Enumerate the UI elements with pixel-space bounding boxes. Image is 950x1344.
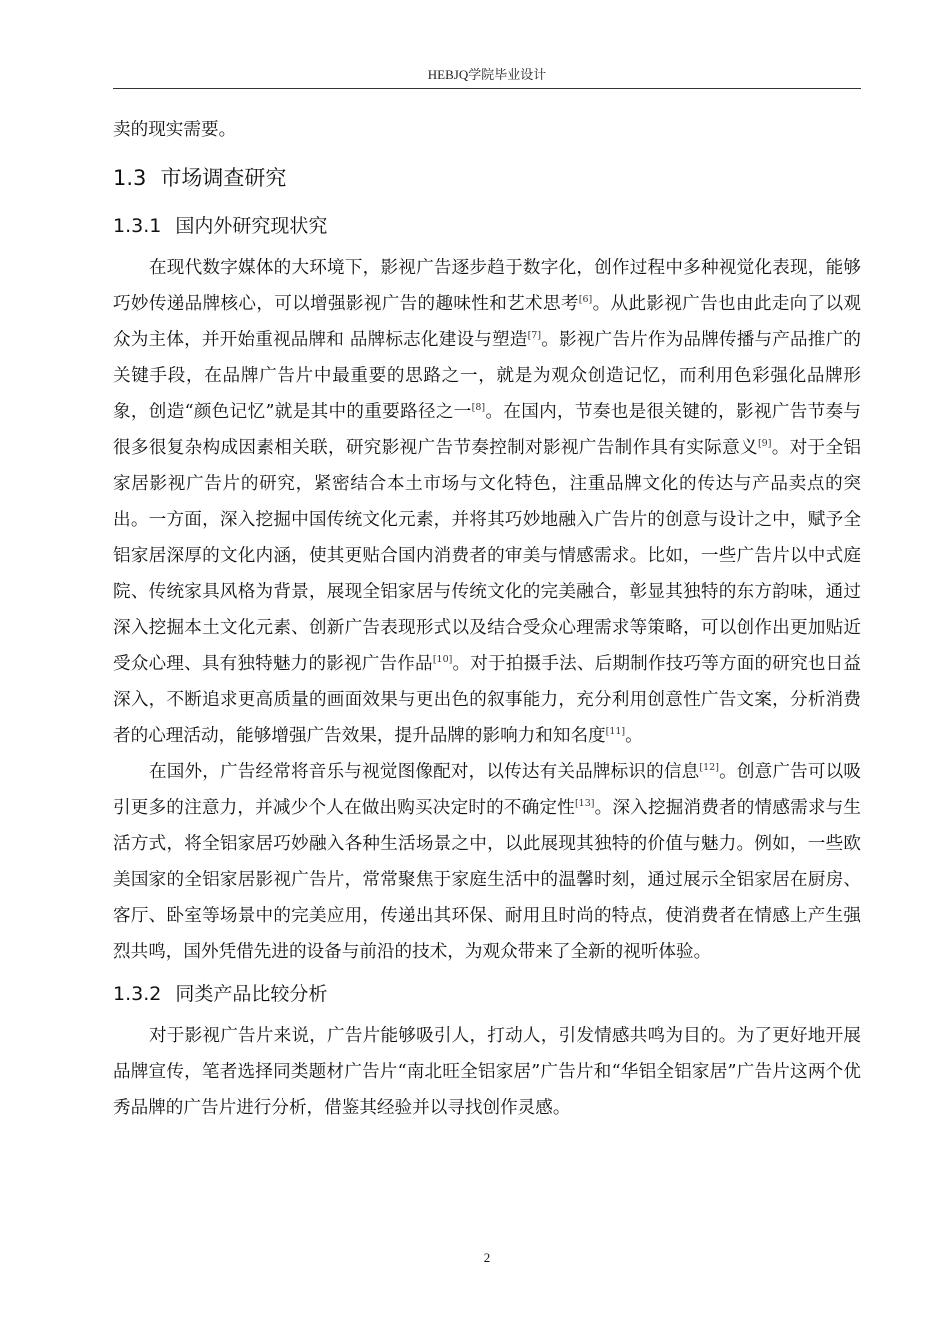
paragraph-text: 在现代数字媒体的大环境下，影视广告逐步趋于数字化，创作过程中多种视觉化表现，能够巧妙传递品牌核心，可以增强影视广告的趣味性和艺术思考: [113, 258, 861, 314]
paragraph-text: 。在国内，节奏也是很关键的，影视广告节奏与很多很复杂构成因素相关联，研究影视广告节奏控制对影视广告制作具有实际意义: [113, 402, 861, 458]
paragraph-text: 在国外，广告经常将音乐与视觉图像配对，以传达有关品牌标识的信息: [149, 762, 700, 782]
citation-7: [7]: [527, 329, 542, 341]
section-number: 1.3: [113, 166, 147, 190]
citation-6: [6]: [578, 293, 593, 305]
paragraph-text: 。深入挖掘消费者的情感需求与生活方式，将全铝家居巧妙融入各种生活场景之中，以此展现其独特的价值与魅力。例如，一些欧美国家的全铝家居影视广告片，常常聚焦于家庭生活中的温馨时刻，通过展示全铝家居在厨房、客厅、卧室等场景中的完美应用，传递出其环保、耐用且时尚的特点，使消费者在情感上产生强烈共鸣，国外凭借先进的设备与前沿的技术，为观众带来了全新的视听体验。: [113, 798, 861, 962]
paragraph-text: 。: [625, 726, 643, 746]
citation-10: [10]: [432, 653, 453, 665]
subsection-title: 国内外研究现状究: [175, 215, 328, 237]
citation-9: [9]: [757, 437, 772, 449]
subsection-number: 1.3.2: [113, 983, 162, 1005]
citation-11: [11]: [605, 725, 626, 737]
page-body: [113, 112, 861, 1126]
paragraph-text: 。对于拍摄手法、后期制作技巧等方面的研究也日益深入，不断追求更高质量的画面效果与更出色的叙事能力，充分利用创意性广告文案，分析消费者的心理活动，能够增强广告效果，提升品牌的影响力和知名度: [113, 654, 861, 746]
intro-fragment: 卖的现实需要。: [113, 120, 237, 140]
paragraph-text: 。创意广告可以吸引更多的注意力，并减少个人在做出购买决定时的不确定性: [113, 762, 861, 818]
section-heading-1-3: [113, 154, 861, 202]
paragraph-domestic-research: [113, 250, 861, 754]
paragraph-text: 。对于全铝家居影视广告片的研究，紧密结合本土市场与文化特色，注重品牌文化的传达与产品卖点的突出。一方面，深入挖掘中国传统文化元素，并将其巧妙地融入广告片的创意与设计之中，赋予全铝家居深厚的文化内涵，使其更贴合国内消费者的审美与情感需求。比如，一些广告片以中式庭院、传统家具风格为背景，展现全铝家居与传统文化的完美融合，彰显其独特的东方韵味，通过深入挖掘本土文化元素、创新广告表现形式以及结合受众心理需求等策略，可以创作出更加贴近受众心理、具有独特魅力的影视广告作品: [113, 438, 861, 674]
subsection-number: 1.3.1: [113, 215, 162, 237]
running-header: HEBJQ学院毕业设计: [427, 67, 547, 82]
paragraph-product-comparison: 对于影视广告片来说，广告片能够吸引人，打动人，引发情感共鸣为目的。为了更好地开展品牌宣传，笔者选择同类题材广告片“南北旺全铝家居”广告片和“华铝全铝家居”广告片这两个优秀品牌的广告片进行分析，借鉴其经验并以寻找创作灵感。: [113, 1026, 861, 1118]
header-rule: [113, 88, 861, 89]
subsection-title: 同类产品比较分析: [175, 983, 328, 1005]
paragraph-text: 。从此影视广告也由此走向了以观众为主体，并开始重视品牌和 品牌标志化建设与塑造: [113, 294, 861, 350]
paragraph-foreign-research: [113, 754, 861, 970]
section-title: 市场调查研究: [160, 166, 287, 190]
citation-13: [13]: [574, 797, 595, 809]
citation-12: [12]: [699, 761, 719, 773]
page-number: 2: [483, 1250, 491, 1265]
citation-8: [8]: [471, 401, 486, 413]
subsection-heading-1-3-2: [113, 970, 861, 1018]
subsection-heading-1-3-1: [113, 202, 861, 250]
paragraph-text: 。影视广告片作为品牌传播与产品推广的关键手段，在品牌广告片中最重要的思路之一，就是为观众创造记忆，而利用色彩强化品牌形象，创造“颜色记忆”就是其中的重要路径之一: [113, 330, 861, 422]
